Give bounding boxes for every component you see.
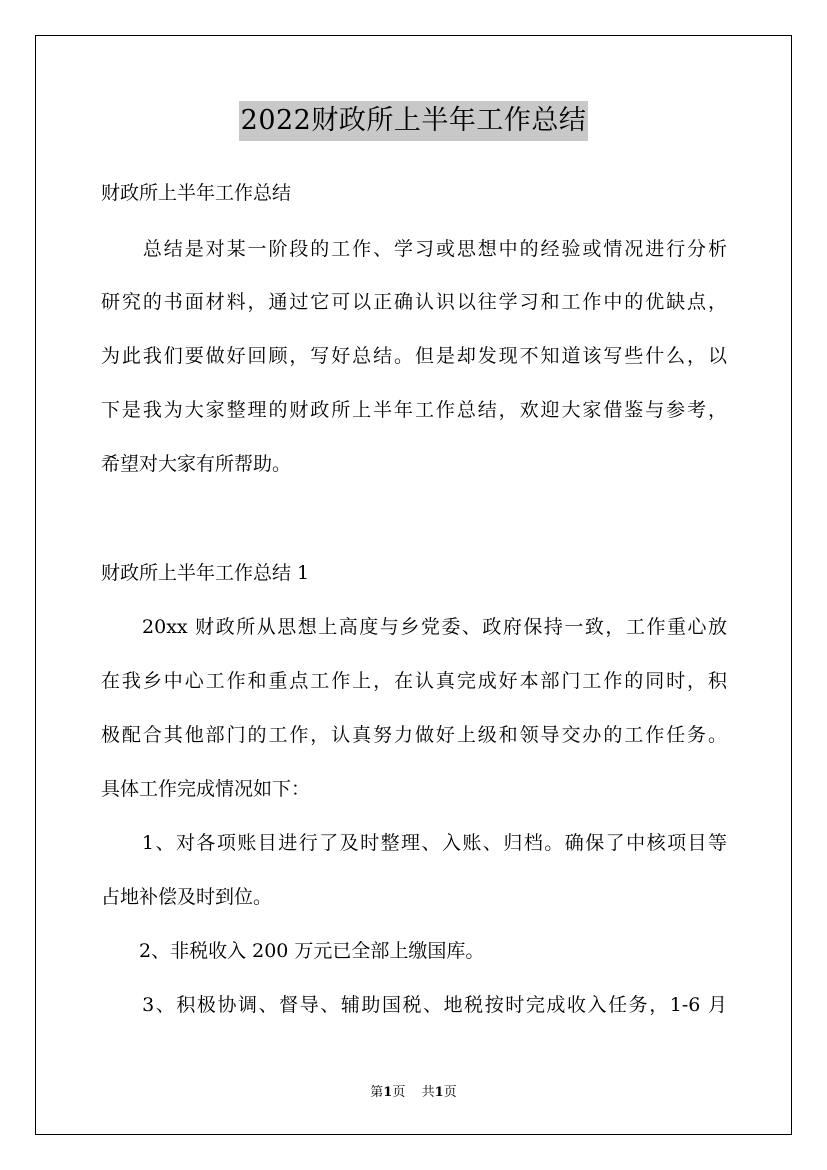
- page-footer: [0, 1085, 827, 1101]
- paragraph-line: 20xx 财政所从思想上高度与乡党委、政府保持一致，工作重心放: [101, 616, 727, 638]
- list-item-line: 占地补偿及时到位。: [101, 886, 273, 908]
- footer-total-number: 1: [434, 1085, 444, 1100]
- paragraph-line: 研究的书面材料，通过它可以正确认识以往学习和工作中的优缺点，: [101, 291, 727, 313]
- footer-total-suffix: 页: [443, 1085, 457, 1100]
- footer-page-prefix: 第: [370, 1085, 384, 1100]
- footer-total-prefix: 共: [421, 1085, 435, 1100]
- document-title: 2022财政所上半年工作总结: [239, 101, 589, 141]
- footer-page-number: 1: [383, 1085, 393, 1100]
- paragraph-line: 下是我为大家整理的财政所上半年工作总结，欢迎大家借鉴与参考，: [101, 399, 727, 421]
- list-item-line: 3、积极协调、督导、辅助国税、地税按时完成收入任务，1-6 月: [101, 994, 727, 1016]
- paragraph-line: 希望对大家有所帮助。: [101, 453, 292, 475]
- paragraph-line: 在我乡中心工作和重点工作上，在认真完成好本部门工作的同时，积: [101, 670, 727, 692]
- list-item-line: 1、对各项账目进行了及时整理、入账、归档。确保了中核项目等: [101, 832, 727, 854]
- title-container: [0, 101, 827, 141]
- section-heading: 财政所上半年工作总结 1: [101, 562, 310, 584]
- section-heading: 财政所上半年工作总结: [101, 182, 292, 204]
- list-item-line: 2、非税收入 200 万元已全部上缴国库。: [101, 940, 485, 962]
- paragraph-line: 具体工作完成情况如下：: [101, 778, 311, 800]
- paragraph-line: 极配合其他部门的工作，认真努力做好上级和领导交办的工作任务。: [101, 724, 727, 746]
- paragraph-line: 总结是对某一阶段的工作、学习或思想中的经验或情况进行分析: [101, 238, 727, 260]
- paragraph-line: 为此我们要做好回顾，写好总结。但是却发现不知道该写些什么，以: [101, 345, 727, 367]
- footer-page-suffix: 页: [392, 1085, 406, 1100]
